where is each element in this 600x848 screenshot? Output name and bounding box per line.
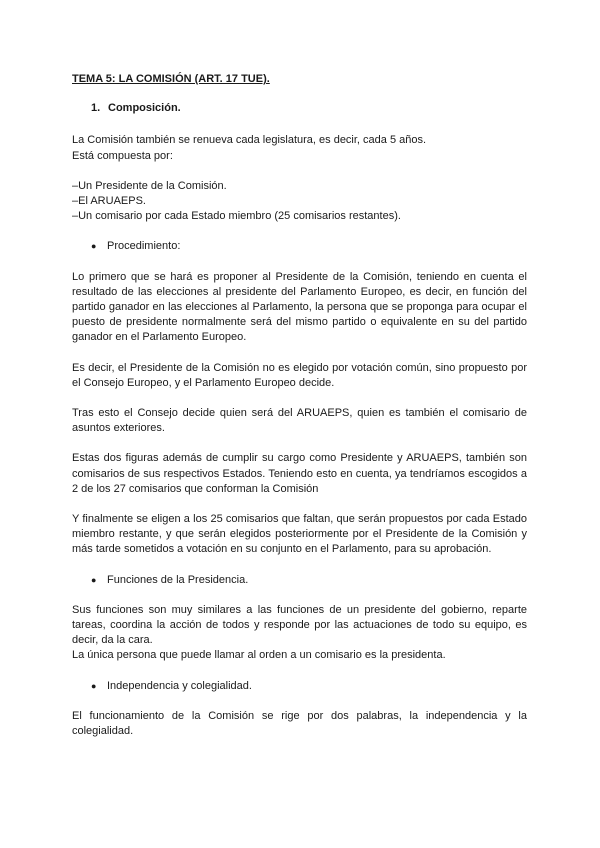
bullet-label: Independencia y colegialidad. xyxy=(107,679,252,692)
paragraph-procedimiento-5: Y finalmente se eligen a los 25 comisarios que faltan, que serán propuestos por cada Estado miembro restante, y que serán elegidos posteriormente por el Presidente de la Comisión y más tarde sometidos a votación en su conjunto en el Parlamento, para su aprobación. xyxy=(72,513,527,556)
section-heading-composicion xyxy=(72,101,527,116)
members-list xyxy=(72,179,527,225)
intro-line-1: La Comisión también se renueva cada legislatura, es decir, cada 5 años. xyxy=(72,134,427,147)
member-item: –El ARUAEPS. xyxy=(72,195,146,208)
member-item: –Un comisario por cada Estado miembro (25 comisarios restantes). xyxy=(72,210,401,223)
paragraph-independencia: El funcionamiento de la Comisión se rige por dos palabras, la independencia y la colegialidad. xyxy=(72,709,527,738)
section-label: Composición. xyxy=(108,102,181,115)
section-number: 1. xyxy=(91,102,101,115)
paragraph-procedimiento-2: Es decir, el Presidente de la Comisión no es elegido por votación común, sino propuesto por el Consejo Europeo, y el Parlamento Europeo decide. xyxy=(72,361,527,389)
bullet-label: Procedimiento: xyxy=(107,240,181,253)
document-body xyxy=(72,72,527,754)
bullet-funciones xyxy=(72,573,527,588)
bullet-dot-icon: ● xyxy=(91,574,97,585)
paragraph-funciones xyxy=(72,603,527,664)
bullet-procedimiento xyxy=(72,239,527,254)
bullet-dot-icon: ● xyxy=(91,680,97,691)
paragraph-funciones-2: La única persona que puede llamar al orden a un comisario es la presidenta. xyxy=(72,649,446,662)
document-title: TEMA 5: LA COMISIÓN (ART. 17 TUE). xyxy=(72,73,270,85)
paragraph-procedimiento-4: Estas dos figuras además de cumplir su cargo como Presidente y ARUAEPS, también son comisarios de sus respectivos Estados. Teniendo esto en cuenta, ya tendríamos escogidos a 2 de los 27 comisarios que conforman la Comisión xyxy=(72,452,527,495)
bullet-label: Funciones de la Presidencia. xyxy=(107,573,249,586)
paragraph-procedimiento-3: Tras esto el Consejo decide quien será del ARUAEPS, quien es también el comisario de asuntos exteriores. xyxy=(72,407,527,435)
member-item: –Un Presidente de la Comisión. xyxy=(72,179,227,192)
bullet-independencia xyxy=(72,679,527,694)
intro-paragraph xyxy=(72,133,527,163)
paragraph-funciones-1: Sus funciones son muy similares a las funciones de un presidente del gobierno, reparte tareas, coordina la acción de todos y responde por las actuaciones de todo su equipo, es decir, da la cara. xyxy=(72,603,527,647)
intro-line-2: Está compuesta por: xyxy=(72,149,173,162)
paragraph-procedimiento-1: Lo primero que se hará es proponer al Presidente de la Comisión, teniendo en cuenta el resultado de las elecciones al presidente del Parlamento Europeo, es decir, en función del partido ganador en las elecciones al Parlamento, la persona que se proponga para ocupar el puesto de presidente normalmente será del mismo partido o equivalente en su del partido ganador en el Parlamento Europeo. xyxy=(72,270,527,344)
bullet-dot-icon: ● xyxy=(91,241,97,252)
